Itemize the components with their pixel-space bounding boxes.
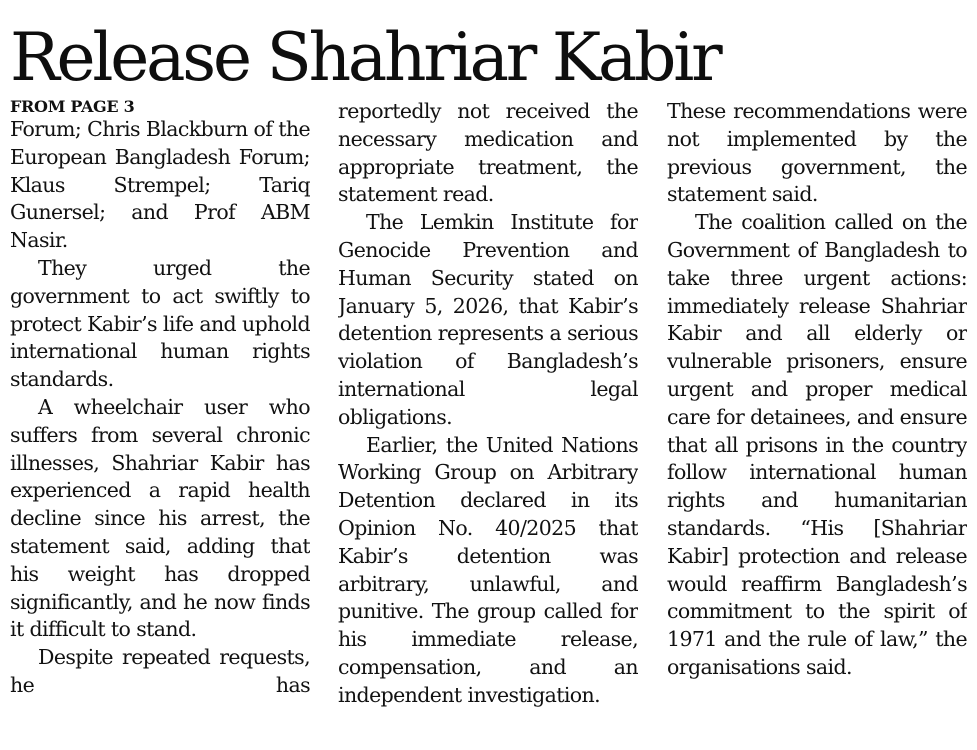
article-column-2	[338, 98, 638, 738]
paragraph: Despite repeated requests, he has	[10, 645, 310, 697]
continued-from-label: FROM PAGE 3	[10, 98, 135, 116]
headline: Release Shahriar Kabir	[10, 19, 720, 96]
paragraph: Earlier, the United Nations Working Group on Arbitrary Detention declared in its Opinion No. 40/2025 that Kabir’s detention was arbitrary, unlawful, and punitive. The group called for his immediate release, compensation, and an independent investigation.	[338, 432, 638, 707]
article-column-1	[10, 98, 310, 738]
paragraph: The Lemkin Institute for Genocide Prevention and Human Security stated on January 5, 2026, that Kabir’s detention represents a serious violation of Bangladesh’s international legal obligations.	[338, 210, 638, 429]
paragraph: These recommendations were not implemented by the previous government, the statement said.	[667, 99, 967, 207]
paragraph: The coalition called on the Government of Bangladesh to take three urgent actions: immediately release Shahriar Kabir and all elderly or vulnerable prisoners, ensure urgent and proper medical care for detainees, and ensure that all prisons in the country follow international human rights and humanitarian standards. “His [Shahriar Kabir] protection and release would reaffirm Bangladesh’s commitment to the spirit of 1971 and the rule of law,” the organisations said.	[667, 210, 967, 679]
article-column-3	[667, 98, 967, 738]
paragraph: A wheelchair user who suffers from several chronic illnesses, Shahriar Kabir has experienced a rapid health decline since his arrest, the statement said, adding that his weight has dropped significantly, and he now finds it difficult to stand.	[10, 394, 310, 642]
paragraph: Forum; Chris Blackburn of the European Bangladesh Forum; Klaus Strempel; Tariq Gunersel; and Prof ABM Nasir.	[10, 117, 310, 253]
paragraph: reportedly not received the necessary medication and appropriate treatment, the statement read.	[338, 99, 638, 207]
paragraph: They urged the government to act swiftly to protect Kabir’s life and uphold international human rights standards.	[10, 255, 310, 392]
